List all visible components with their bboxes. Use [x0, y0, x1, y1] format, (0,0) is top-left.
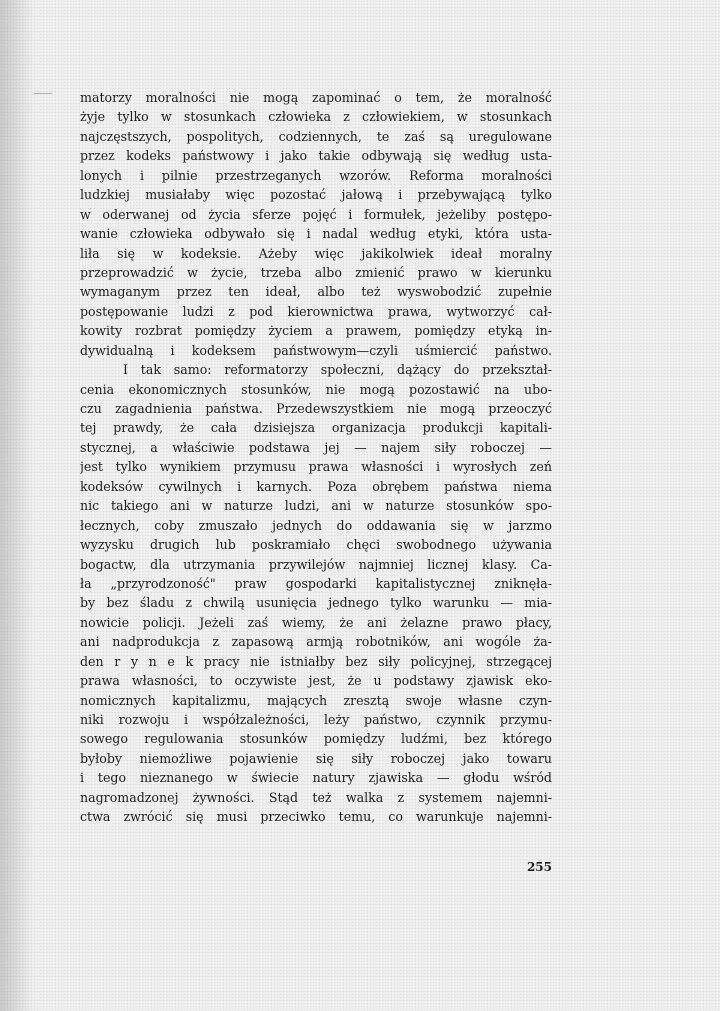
text-line: byłoby niemożliwe pojawienie się siły roboczej jako towaru	[80, 750, 552, 766]
text-line: lonych i pilnie przestrzeganych wzorów. Reforma moralności	[80, 167, 552, 183]
text-line: ani nadprodukcja z zapasową armją robotników, ani wogóle ża-	[80, 634, 552, 650]
text-line: przez kodeks państwowy i jako takie odbywają się według usta-	[80, 148, 552, 164]
text-line: niki rozwoju i współzależności, leży państwo, czynnik przymu-	[80, 712, 552, 727]
text-line: czu zagadnienia państwa. Przedewszystkiem nie mogą przeoczyć	[80, 401, 552, 416]
text-line: przeprowadzić w życie, trzeba albo zmienić prawo w kierunku	[80, 264, 552, 280]
text-line: wymaganym przez ten ideał, albo też wyswobodzić zupełnie	[80, 284, 552, 300]
text-line: by bez śladu z chwilą usunięcia jednego tylko warunku — mia-	[80, 595, 552, 611]
text-line: nowicie policji. Jeżeli zaś wiemy, że ani żelazne prawo płacy,	[80, 614, 552, 630]
text-line: ctwa zwrócić się musi przeciwko temu, co warunkuje najemni-	[80, 809, 552, 825]
text-line: stycznej, a właściwie podstawa jej — najem siły roboczej —	[80, 439, 552, 455]
text-line: kowity rozbrat pomiędzy życiem a prawem, pomiędzy etyką in-	[80, 323, 552, 339]
page-number: 255	[526, 860, 552, 874]
text-line: łecznych, coby zmuszało jednych do oddawania się w jarzmo	[80, 517, 552, 533]
text-line: żyje tylko w stosunkach człowieka z człowiekiem, w stosunkach	[80, 109, 552, 125]
text-line: nagromadzonej żywności. Stąd też walka z systemem najemni-	[80, 789, 552, 805]
text-line: sowego regulowania stosunków pomiędzy ludźmi, bez którego	[80, 731, 552, 747]
text-line: ła „przyrodzoność" praw gospodarki kapitalistycznej zniknęła-	[80, 575, 552, 591]
text-line: nic takiego ani w naturze ludzi, ani w naturze stosunków spo-	[80, 498, 552, 514]
paragraph-start-line: I tak samo: reformatorzy społeczni, dążący do przekształ-	[123, 362, 552, 378]
text-line: ludzkiej musiałaby więc pozostać jałową i przebywającą tylko	[80, 187, 552, 203]
text-line: bogactw, dla utrzymania przywilejów najmniej licznej klasy. Ca-	[80, 556, 552, 572]
text-line: wanie człowieka odbywało się i nadal według etyki, która usta-	[80, 226, 552, 242]
text-line: cenia ekonomicznych stosunków, nie mogą pozostawić na ubo-	[80, 381, 552, 397]
text-line: prawa własności, to oczywiste jest, że u podstawy zjawisk eko-	[80, 673, 552, 689]
page-edge-shadow	[0, 0, 34, 1011]
text-line: najczęstszych, pospolitych, codziennych, te zaś są uregulowane	[80, 128, 552, 144]
text-line: wyzysku drugich lub poskramiało chęci swobodnego używania	[80, 537, 552, 553]
text-line: den r y n e k pracy nie istniałby bez siły policyjnej, strzegącej	[80, 653, 552, 669]
text-line: w oderwanej od życia sferze pojęć i formułek, jeżeliby postępo-	[80, 206, 552, 222]
text-line: i tego nieznanego w świecie natury zjawiska — głodu wśród	[80, 770, 552, 786]
text-line: liła się w kodeksie. Ażeby więc jakikolwiek ideał moralny	[80, 245, 552, 261]
text-line: jest tylko wynikiem przymusu prawa własności i wyrosłych zeń	[80, 459, 552, 475]
text-line: kodeksów cywilnych i karnych. Poza obrębem państwa niema	[80, 478, 552, 494]
text-line: postępowanie ludzi z pod kierownictwa prawa, wytworzyć cał-	[80, 303, 552, 319]
text-line: nomicznych kapitalizmu, mających zresztą swoje własne czyn-	[80, 692, 552, 708]
text-line: dywidualną i kodeksem państwowym—czyli uśmiercić państwo.	[80, 342, 552, 358]
margin-mark	[34, 93, 52, 94]
text-line: matorzy moralności nie mogą zapominać o tem, że moralność	[80, 90, 552, 105]
text-line: tej prawdy, że cała dzisiejsza organizacja produkcji kapitali-	[80, 420, 552, 436]
body-text	[80, 88, 552, 827]
